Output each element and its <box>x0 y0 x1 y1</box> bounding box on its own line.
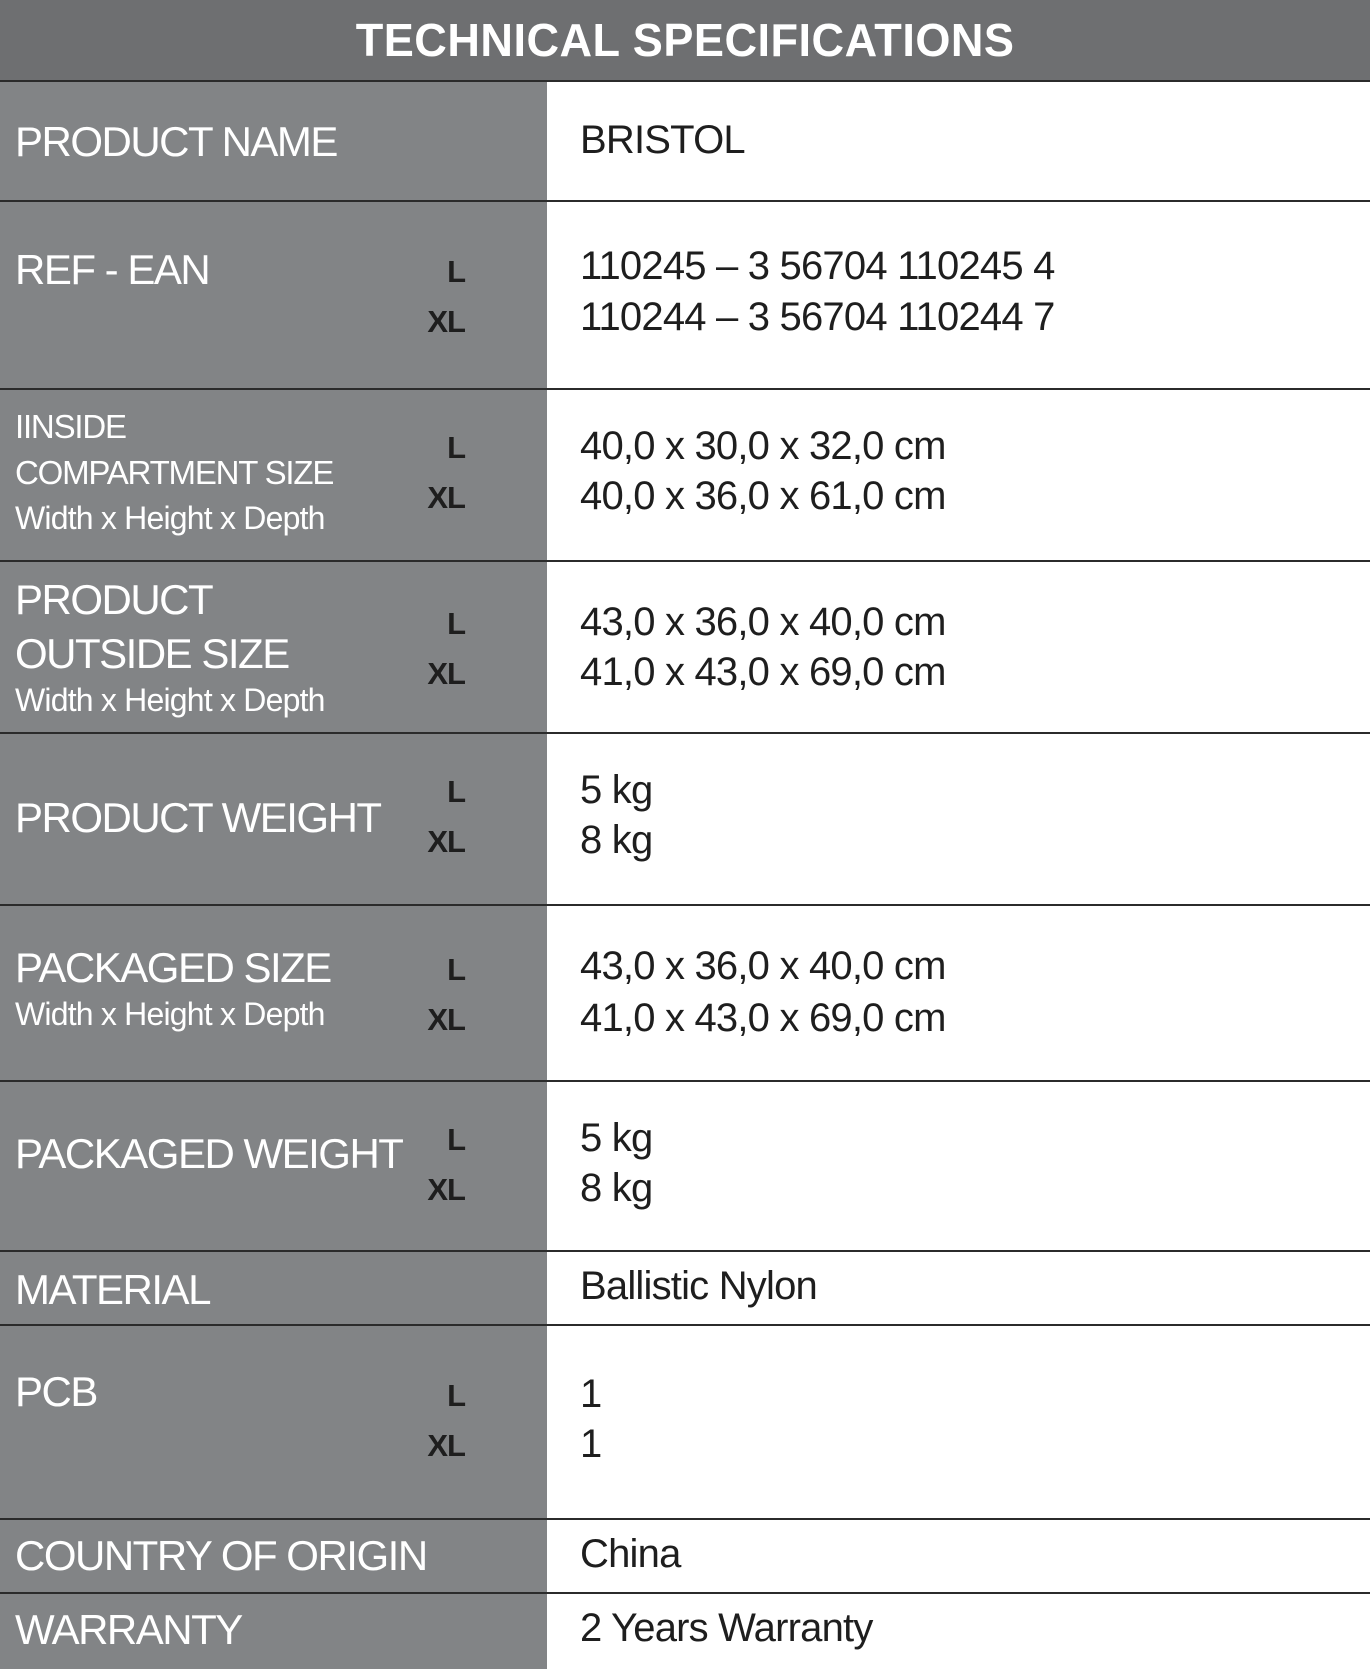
row-inside-compartment-size <box>0 390 1370 562</box>
row-value: Ballistic Nylon <box>580 1264 817 1308</box>
value-cell <box>547 1594 1370 1669</box>
row-label: MATERIAL <box>15 1266 210 1313</box>
row-value: China <box>580 1532 681 1576</box>
size-l-label: L <box>447 774 465 809</box>
value-l: 43,0 x 36,0 x 40,0 cm <box>580 944 946 988</box>
row-value: BRISTOL <box>580 118 745 162</box>
value-cell <box>547 82 1370 200</box>
label-cell <box>0 562 547 732</box>
size-xl-label: XL <box>427 1172 465 1207</box>
label-cell <box>0 1520 547 1592</box>
label-cell <box>0 390 547 560</box>
row-label: PACKAGED SIZE <box>15 944 331 991</box>
row-product-weight <box>0 734 1370 906</box>
row-label: COUNTRY OF ORIGIN <box>15 1532 427 1579</box>
label-cell <box>0 82 547 200</box>
value-xl: 8 kg <box>580 1166 653 1210</box>
label-cell <box>0 202 547 388</box>
row-label: PACKAGED WEIGHT <box>15 1130 403 1177</box>
value-xl: 8 kg <box>580 818 653 862</box>
value-l: 110245 – 3 56704 110245 4 <box>580 244 1055 288</box>
value-cell <box>547 1082 1370 1250</box>
value-xl: 41,0 x 43,0 x 69,0 cm <box>580 996 946 1040</box>
value-cell <box>547 1520 1370 1592</box>
size-xl-label: XL <box>427 1428 465 1463</box>
row-label: PRODUCT NAME <box>15 118 337 165</box>
row-packaged-weight <box>0 1082 1370 1252</box>
value-l: 40,0 x 30,0 x 32,0 cm <box>580 424 946 468</box>
size-l-label: L <box>447 606 465 641</box>
label-cell <box>0 1594 547 1669</box>
value-l: 5 kg <box>580 1116 653 1160</box>
size-l-label: L <box>447 952 465 987</box>
row-label: REF - EAN <box>15 246 210 293</box>
value-cell <box>547 1252 1370 1324</box>
row-ref-ean <box>0 202 1370 390</box>
size-l-label: L <box>447 1122 465 1157</box>
size-l-label: L <box>447 254 465 289</box>
value-xl: 41,0 x 43,0 x 69,0 cm <box>580 650 946 694</box>
row-label: PCB <box>15 1368 97 1415</box>
row-warranty <box>0 1594 1370 1669</box>
row-sublabel: Width x Height x Depth <box>15 682 325 718</box>
size-l-label: L <box>447 430 465 465</box>
row-sublabel: Width x Height x Depth <box>15 500 325 536</box>
label-cell <box>0 906 547 1080</box>
row-value: 2 Years Warranty <box>580 1606 873 1650</box>
value-cell <box>547 390 1370 560</box>
row-sublabel: Width x Height x Depth <box>15 996 325 1032</box>
row-material <box>0 1252 1370 1326</box>
label-cell <box>0 734 547 904</box>
row-label-line: OUTSIDE SIZE <box>15 630 289 677</box>
value-xl: 1 <box>580 1422 602 1466</box>
size-xl-label: XL <box>427 1002 465 1037</box>
row-label: WARRANTY <box>15 1606 242 1653</box>
value-l: 5 kg <box>580 768 653 812</box>
value-l: 1 <box>580 1372 602 1416</box>
value-cell <box>547 202 1370 388</box>
value-l: 43,0 x 36,0 x 40,0 cm <box>580 600 946 644</box>
value-xl: 110244 – 3 56704 110244 7 <box>580 295 1055 339</box>
row-packaged-size <box>0 906 1370 1082</box>
spec-title: TECHNICAL SPECIFICATIONS <box>355 14 1015 66</box>
spec-header <box>0 0 1370 82</box>
value-cell <box>547 1326 1370 1518</box>
label-cell <box>0 1326 547 1518</box>
value-cell <box>547 562 1370 732</box>
size-xl-label: XL <box>427 656 465 691</box>
row-label-line: IINSIDE <box>15 408 126 445</box>
row-pcb <box>0 1326 1370 1520</box>
value-xl: 40,0 x 36,0 x 61,0 cm <box>580 474 946 518</box>
row-country-of-origin <box>0 1520 1370 1594</box>
size-xl-label: XL <box>427 304 465 339</box>
value-cell <box>547 734 1370 904</box>
size-l-label: L <box>447 1378 465 1413</box>
value-cell <box>547 906 1370 1080</box>
row-product-name <box>0 82 1370 202</box>
row-label-line: PRODUCT <box>15 576 213 623</box>
size-xl-label: XL <box>427 824 465 859</box>
label-cell <box>0 1252 547 1324</box>
row-label-line: COMPARTMENT SIZE <box>15 454 334 491</box>
size-xl-label: XL <box>427 480 465 515</box>
row-label: PRODUCT WEIGHT <box>15 794 381 841</box>
row-product-outside-size <box>0 562 1370 734</box>
label-cell <box>0 1082 547 1250</box>
